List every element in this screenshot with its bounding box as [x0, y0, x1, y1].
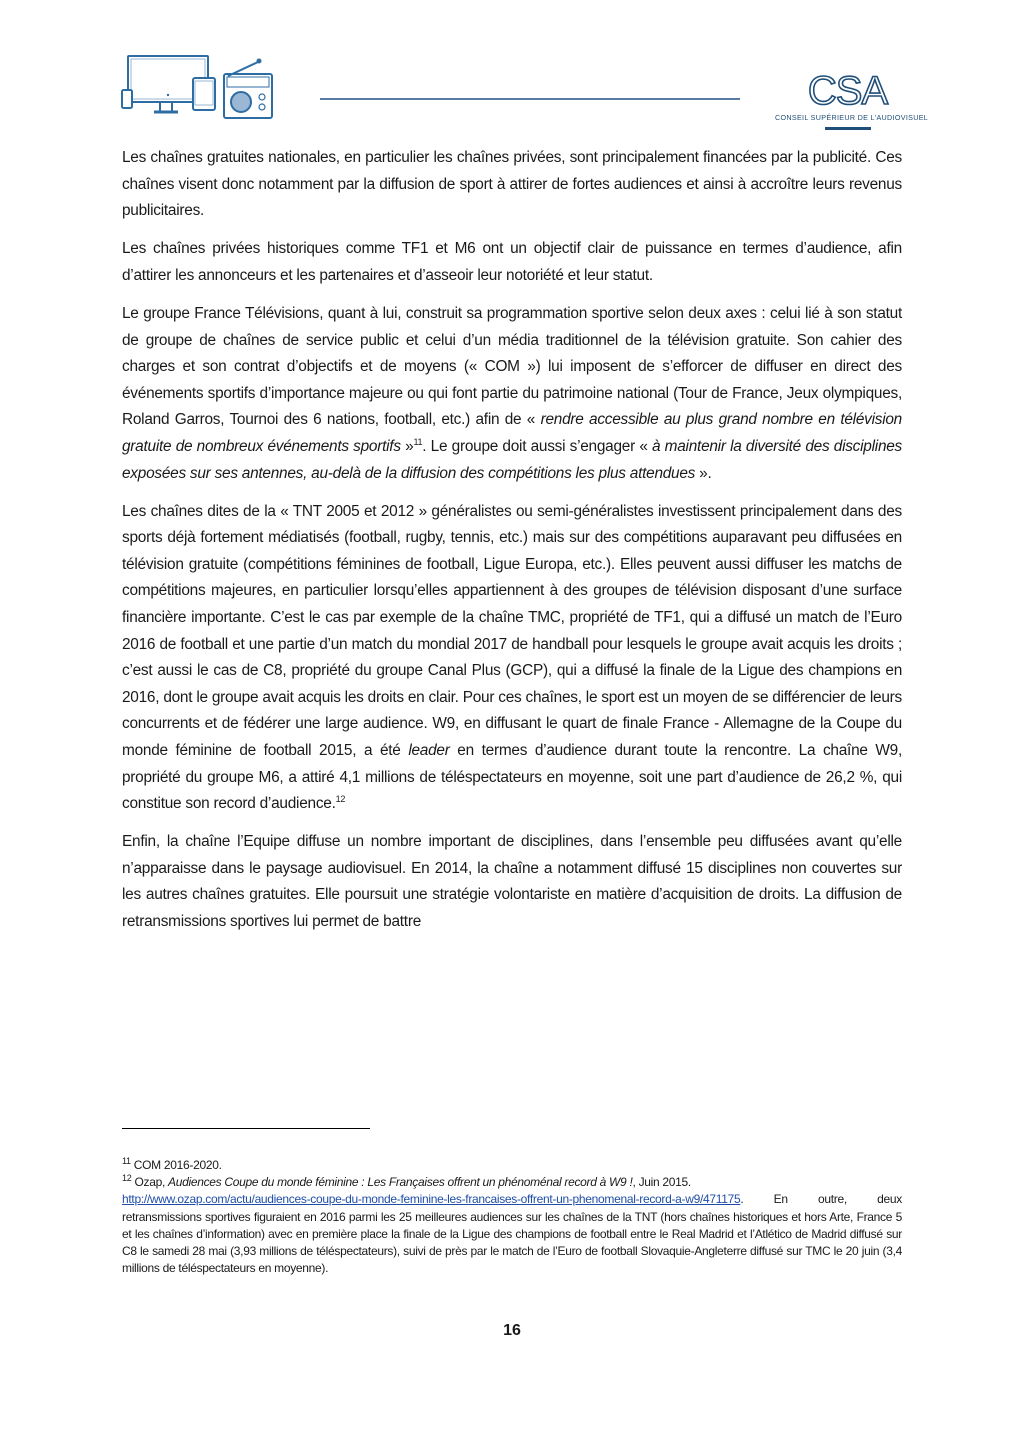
footnote-12-text: . En outre, deux retransmissions sportives figuraient en 2016 parmi les 25 meilleures audiences sur les chaînes de la TNT (hors chaînes historiques et hors Arte, France 5 et les chaînes d’information) avec en première place la finale de la Ligue des champions de football entre le Real Madrid et l’Atlético de Madrid diffusé sur C8 le samedi 28 mai (3,93 millions de téléspectateurs), suivi de près par le match de l’Euro de football Slovaquie-Angleterre diffusé sur TMC le 20 juin (3,4 millions de téléspectateurs en moyenne). [122, 1192, 902, 1276]
leader-term: leader [408, 741, 450, 759]
csa-tagline: CONSEIL SUPÉRIEUR DE L'AUDIOVISUEL [775, 113, 929, 122]
paragraph-3-text-a: Le groupe France Télévisions, quant à lui, construit sa programmation sportive selon deux axes : celui lié à son statut de groupe de chaînes de service public et celui d’un média traditionnel de la télévision gratuite. Son cahier des charges et son contrat d’objectifs et de moyens (« COM ») lui imposent de s’efforcer de diffuser en direct des événements sportifs d’importance majeure ou qui font partie du patrimoine national (Tour de France, Jeux olympiques, Roland Garros, Tournoi des 6 nations, football, etc.) afin de « [122, 304, 902, 429]
footnote-12-date: , Juin 2015. [632, 1175, 691, 1190]
footnote-12-link[interactable]: http://www.ozap.com/actu/audiences-coupe-du-monde-feminine-les-francaises-offrent-un-phenomenal-record-a-w9/471175 [122, 1192, 741, 1207]
footnotes [122, 1157, 902, 1277]
paragraph-4 [122, 499, 902, 818]
paragraph-5: Enfin, la chaîne l’Equipe diffuse un nombre important de disciplines, dans l’ensemble peu diffusées avant qu’elle n’apparaisse dans le paysage audiovisuel. En 2014, la chaîne a notamment diffusé 15 disciplines non couvertes sur les autres chaînes gratuites. Elle poursuit une stratégie volontariste en matière d’acquisition de droits. La diffusion de retransmissions sportives lui permet de battre [122, 833, 902, 931]
paragraph-2: Les chaînes privées historiques comme TF1 et M6 ont un objectif clair de puissance en termes d’audience, afin d’attirer les annonceurs et les partenaires et d’asseoir leur notoriété et leur statut. [122, 240, 902, 284]
footnote-12 [122, 1174, 902, 1277]
footnote-separator [122, 1128, 370, 1129]
paragraph-3-text-d: ». [695, 464, 712, 482]
footnote-number-11: 11 [122, 1156, 131, 1166]
footnote-ref-11[interactable]: 11 [413, 436, 423, 447]
footnote-12-article-title: Audiences Coupe du monde féminine : Les Françaises offrent un phénoménal record à W9 ! [168, 1175, 633, 1190]
page-header [0, 0, 1024, 140]
paragraph-3 [122, 301, 902, 487]
paragraph-1: Les chaînes gratuites nationales, en particulier les chaînes privées, sont principalement financées par la publicité. Ces chaînes visent donc notamment par la diffusion de sport à attirer de fortes audiences et ainsi à accroître leurs revenus publicitaires. [122, 149, 902, 220]
document-body [122, 145, 902, 947]
paragraph-3-text-c: . Le groupe doit aussi s’engager « [422, 437, 653, 455]
footnote-12-source: Ozap, [131, 1175, 169, 1190]
footnote-number-12: 12 [122, 1173, 132, 1184]
devices-logo-icon [120, 50, 290, 122]
footnote-11-text: COM 2016-2020. [130, 1158, 222, 1172]
paragraph-3-text-b: » [400, 437, 414, 455]
paragraph-4-text-b: en termes d’audience durant toute la rencontre. La chaîne W9, propriété du groupe M6, a attiré 4,1 millions de téléspectateurs en moyenne, soit une part d’audience de 26,2 %, qui constitue son record d’audience. [122, 741, 902, 813]
footnote-ref-12[interactable]: 12 [335, 794, 346, 805]
paragraph-4-text-a: Les chaînes dites de la « TNT 2005 et 2012 » généralistes ou semi-généralistes investissent principalement dans des sports déjà fortement médiatisés (football, rugby, tennis, etc.) mais sur des compétitions auparavant peu diffusées en télévision gratuite (compétitions féminines de football, Ligue Europa, etc.). Elles peuvent aussi diffuser les matchs de compétitions majeures, en particulier lorsqu’elles appartiennent à des groupes de télévision disposant d’une surface financière importante. C’est le cas par exemple de la chaîne TMC, propriété de TF1, qui a diffusé un match de l’Euro 2016 de football et une partie d’un match du mondial 2017 de handball pour lesquels le groupe avait acquis les droits ; c’est aussi le cas de C8, propriété du groupe Canal Plus (GCP), qui a diffusé la finale de la Ligue des champions en 2016, dont le groupe avait acquis les droits en clair. Pour ces chaînes, le sport est un moyen de se différencier de leurs concurrents et de fédérer une large audience. W9, en diffusant le quart de finale France - Allemagne de la Coupe du monde féminine de football 2015, a été [122, 502, 902, 759]
csa-underline [825, 127, 871, 130]
quote-com-1: rendre accessible au plus grand nombre en télévision gratuite de nombreux événements sportifs [122, 411, 902, 455]
footnote-11 [122, 1157, 902, 1174]
header-rule [320, 98, 740, 100]
csa-logo [775, 69, 929, 140]
page-number: 16 [503, 1322, 521, 1339]
quote-com-2: à maintenir la diversité des disciplines exposées sur ses antennes, au-delà de la diffusion des compétitions les plus attendues [122, 437, 903, 482]
csa-logo-letters: CSA [807, 69, 888, 113]
